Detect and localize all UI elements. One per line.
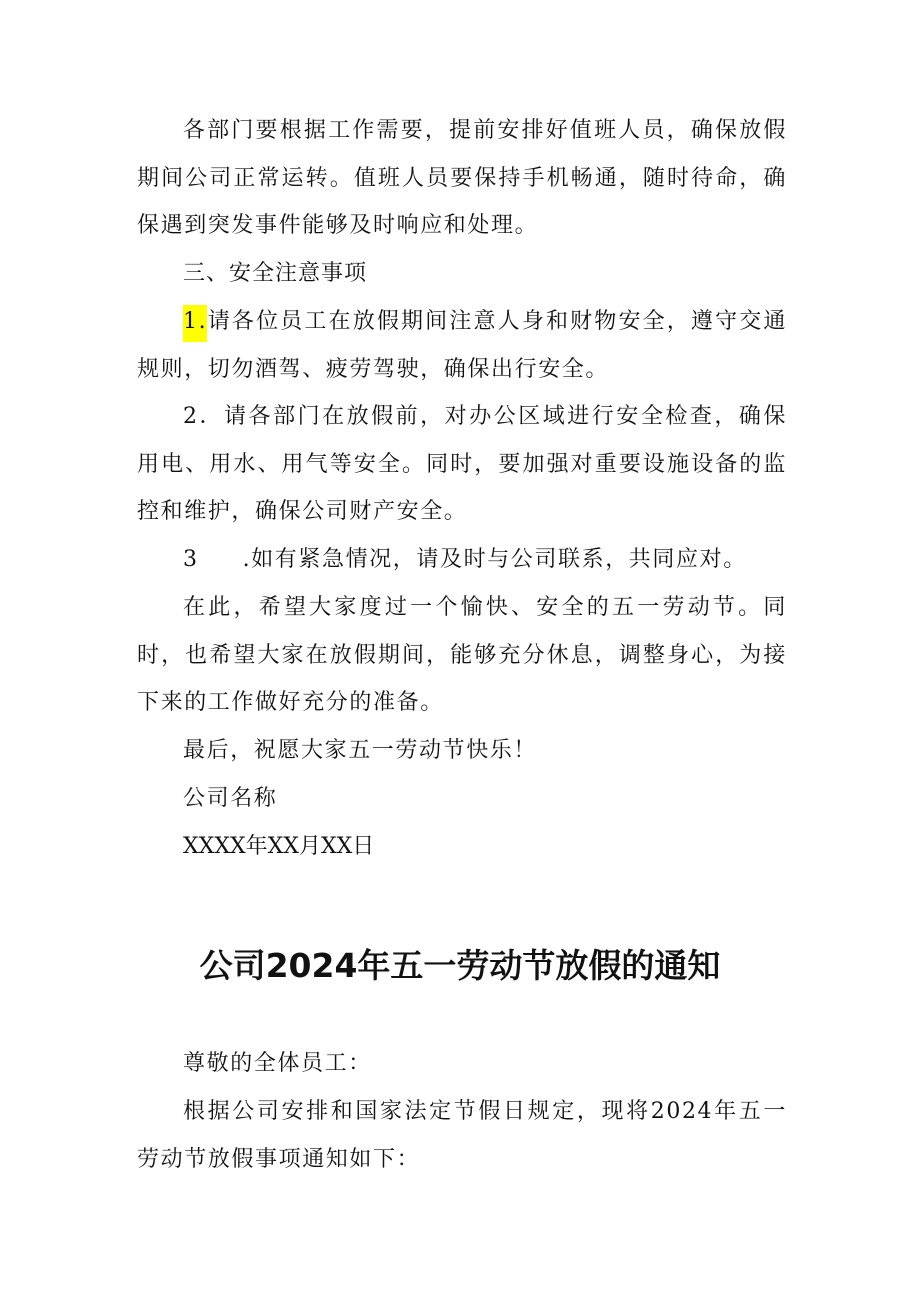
paragraph-duty-staff: 各部门要根据工作需要，提前安排好值班人员，确保放假期间公司正常运转。值班人员要保持手机畅通，随时待命，确保遇到突发事件能够及时响应和处理。 — [137, 118, 787, 238]
list-item-3-text: .如有紧急情况，请及时与公司联系，共同应对。 — [242, 547, 747, 572]
highlighted-number: 1. — [183, 305, 207, 342]
list-item-2: 2．请各部门在放假前，对办公区域进行安全检查，确保用电、用水、用气等安全。同时，要加强对重要设施设备的监控和维护，确保公司财产安全。 — [137, 404, 787, 524]
list-item-3-number: 3 — [183, 547, 199, 572]
list-item-1-text: 请各位员工在放假期间注意人身和财物安全，遵守交通规则，切勿酒驾、疲劳驾驶，确保出行安全。 — [137, 309, 787, 382]
company-name: 公司名称 — [183, 786, 278, 811]
section-heading-safety: 三、安全注意事项 — [183, 261, 368, 286]
paragraph-closing: 在此，希望大家度过一个愉快、安全的五一劳动节。同时，也希望大家在放假期间，能够充分休息，调整身心，为接下来的工作做好充分的准备。 — [137, 595, 787, 715]
list-item-1 — [137, 298, 787, 393]
document-date: XXXX年XX月XX日 — [183, 834, 375, 859]
paragraph-intro: 根据公司安排和国家法定节假日规定，现将2024年五一劳动节放假事项通知如下： — [137, 1099, 787, 1172]
list-item-3 — [137, 536, 787, 584]
paragraph-wish: 最后，祝愿大家五一劳动节快乐！ — [183, 738, 538, 763]
notice-title: 公司2024年五一劳动节放假的通知 — [199, 946, 721, 985]
salutation: 尊敬的全体员工： — [183, 1051, 372, 1076]
